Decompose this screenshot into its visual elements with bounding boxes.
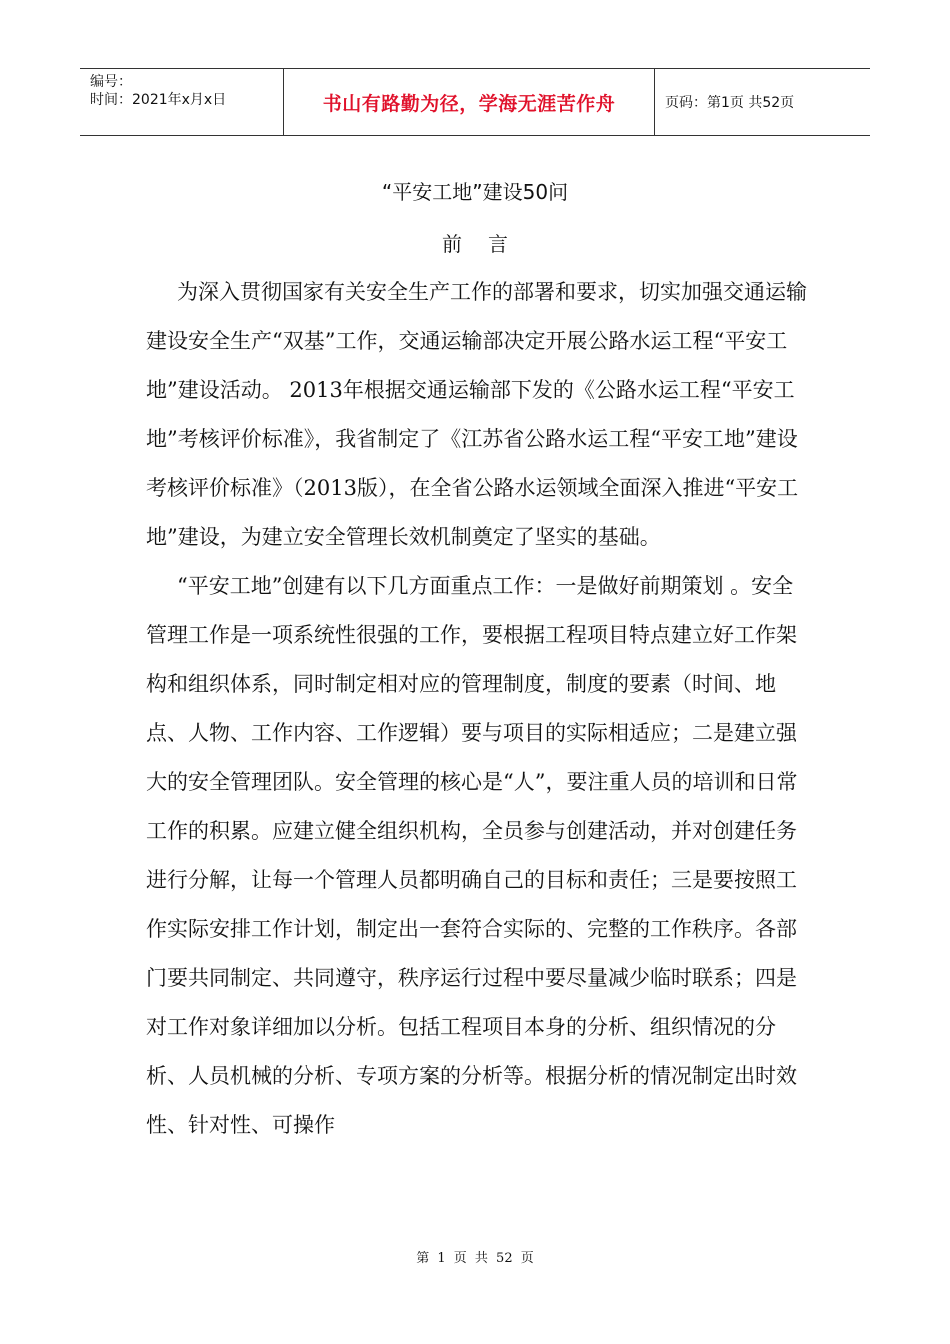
number-label: 编号： [90,74,132,90]
page-footer: 第 1 页 共 52 页 [416,1251,534,1266]
time-text: 时间：2021年x月x日 [90,92,227,108]
document-body [146,268,810,1150]
motto-cell [284,69,655,135]
header-meta-cell [80,69,284,135]
paragraph-1: 为深入贯彻国家有关安全生产工作的部署和要求，切实加强交通运输建设安全生产“双基”工作，交通运输部决定开展公路水运工程“平安工地”建设活动。 2013年根据交通运输部下发的《公路水运工程“平安工地”考核评价标准》，我省制定了《江苏省公路水运工程“平安工地”建设考核评价标准》（2013版），在全省公路水运领域全面深入推进“平安工地”建设，为建立安全管理长效机制奠定了坚实的基础。 [146,280,807,549]
paragraph-2: “平安工地”创建有以下几方面重点工作：一是做好前期策划 。安全管理工作是一项系统性很强的工作，要根据工程项目特点建立好工作架构和组织体系，同时制定相对应的管理制度，制度的要素（时间、地点、人物、工作内容、工作逻辑）要与项目的实际相适应；二是建立强大的安全管理团队。安全管理的核心是“人”，要注重人员的培训和日常工作的积累。应建立健全组织机构，全员参与创建活动，并对创建任务进行分解，让每一个管理人员都明确自己的目标和责任；三是要按照工作实际安排工作计划，制定出一套符合实际的、完整的工作秩序。各部门要共同制定、共同遵守，秩序运行过程中要尽量减少临时联系；四是对工作对象详细加以分析。包括工程项目本身的分析、组织情况的分析、人员机械的分析、专项方案的分析等。根据分析的情况制定出时效性、针对性、可操作 [146,574,798,1137]
section-heading: 前言 [442,232,534,256]
page-info-cell [655,69,870,135]
header-table [80,68,870,136]
document-title: “平安工地”建设50问 [381,180,569,204]
motto-text: 书山有路勤为径，学海无涯苦作舟 [322,92,616,115]
page-info-text: 页码：第1页 共52页 [665,95,795,111]
